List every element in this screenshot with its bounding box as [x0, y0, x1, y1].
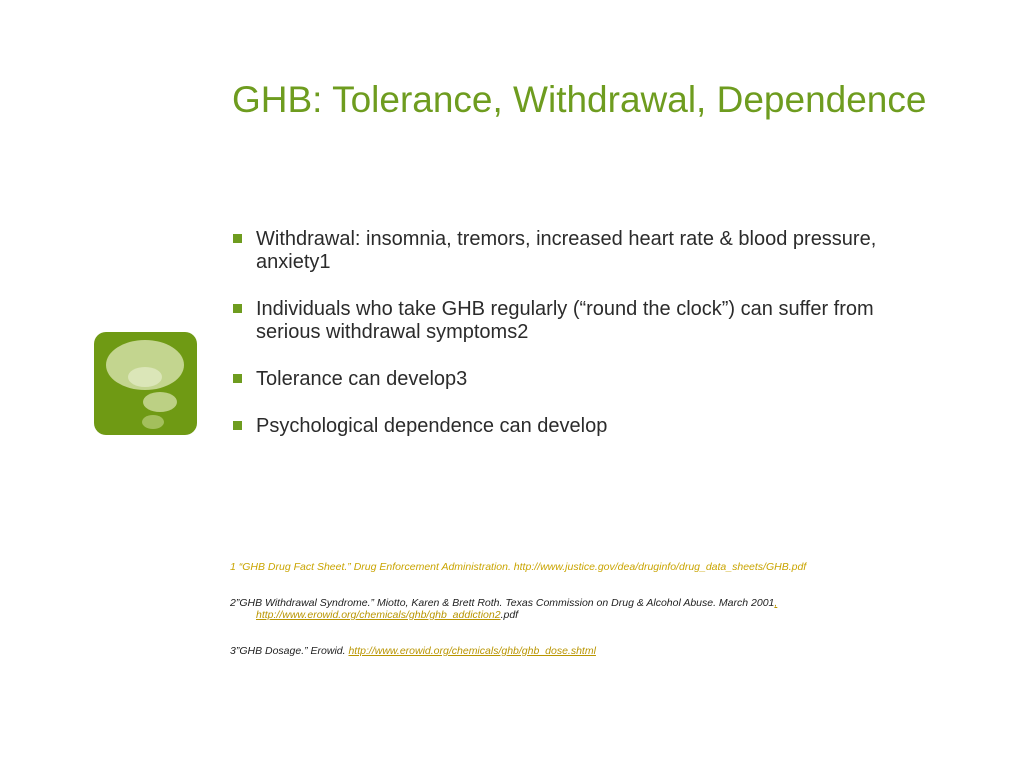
bullet-item	[232, 298, 932, 344]
square-bullet-icon	[233, 374, 242, 383]
bullet-item	[232, 228, 932, 274]
bullet-list	[232, 228, 932, 438]
reference-3	[230, 645, 970, 657]
bullet-text: Withdrawal: insomnia, tremors, increased heart rate & blood pressure, anxiety1	[256, 228, 877, 273]
reference-2-comma: ,	[774, 597, 778, 609]
bullet-item	[232, 368, 932, 391]
reference-1[interactable]: 1 “GHB Drug Fact Sheet.” Drug Enforcement Administration. http://www.justice.gov/dea/druginfo/drug_data_sheets/GHB.pdf	[230, 561, 807, 573]
bullet-text: Tolerance can develop3	[256, 368, 468, 390]
square-bullet-icon	[233, 234, 242, 243]
reference-2-suffix: .pdf	[500, 609, 519, 621]
bullet-item	[232, 415, 932, 438]
references	[230, 561, 970, 657]
square-bullet-icon	[233, 304, 242, 313]
bullet-text: Psychological dependence can develop	[256, 415, 608, 437]
reference-2-text: 2”GHB Withdrawal Syndrome.” Miotto, Karen & Brett Roth. Texas Commission on Drug & Alcohol Abuse. March 2001	[230, 597, 775, 609]
reference-2-link[interactable]: http://www.erowid.org/chemicals/ghb/ghb_addiction2	[256, 609, 501, 621]
reference-2	[230, 597, 970, 621]
reference-2-continuation	[230, 609, 970, 621]
square-bullet-icon	[233, 421, 242, 430]
slide-title: GHB: Tolerance, Withdrawal, Dependence	[232, 79, 927, 120]
bullet-text: Individuals who take GHB regularly (“round the clock”) can suffer from serious withdrawal symptoms2	[256, 298, 874, 343]
thought-bubble-icon	[94, 332, 197, 435]
reference-3-link[interactable]: http://www.erowid.org/chemicals/ghb/ghb_dose.shtml	[348, 645, 596, 657]
reference-3-text: 3”GHB Dosage.” Erowid.	[230, 645, 349, 657]
